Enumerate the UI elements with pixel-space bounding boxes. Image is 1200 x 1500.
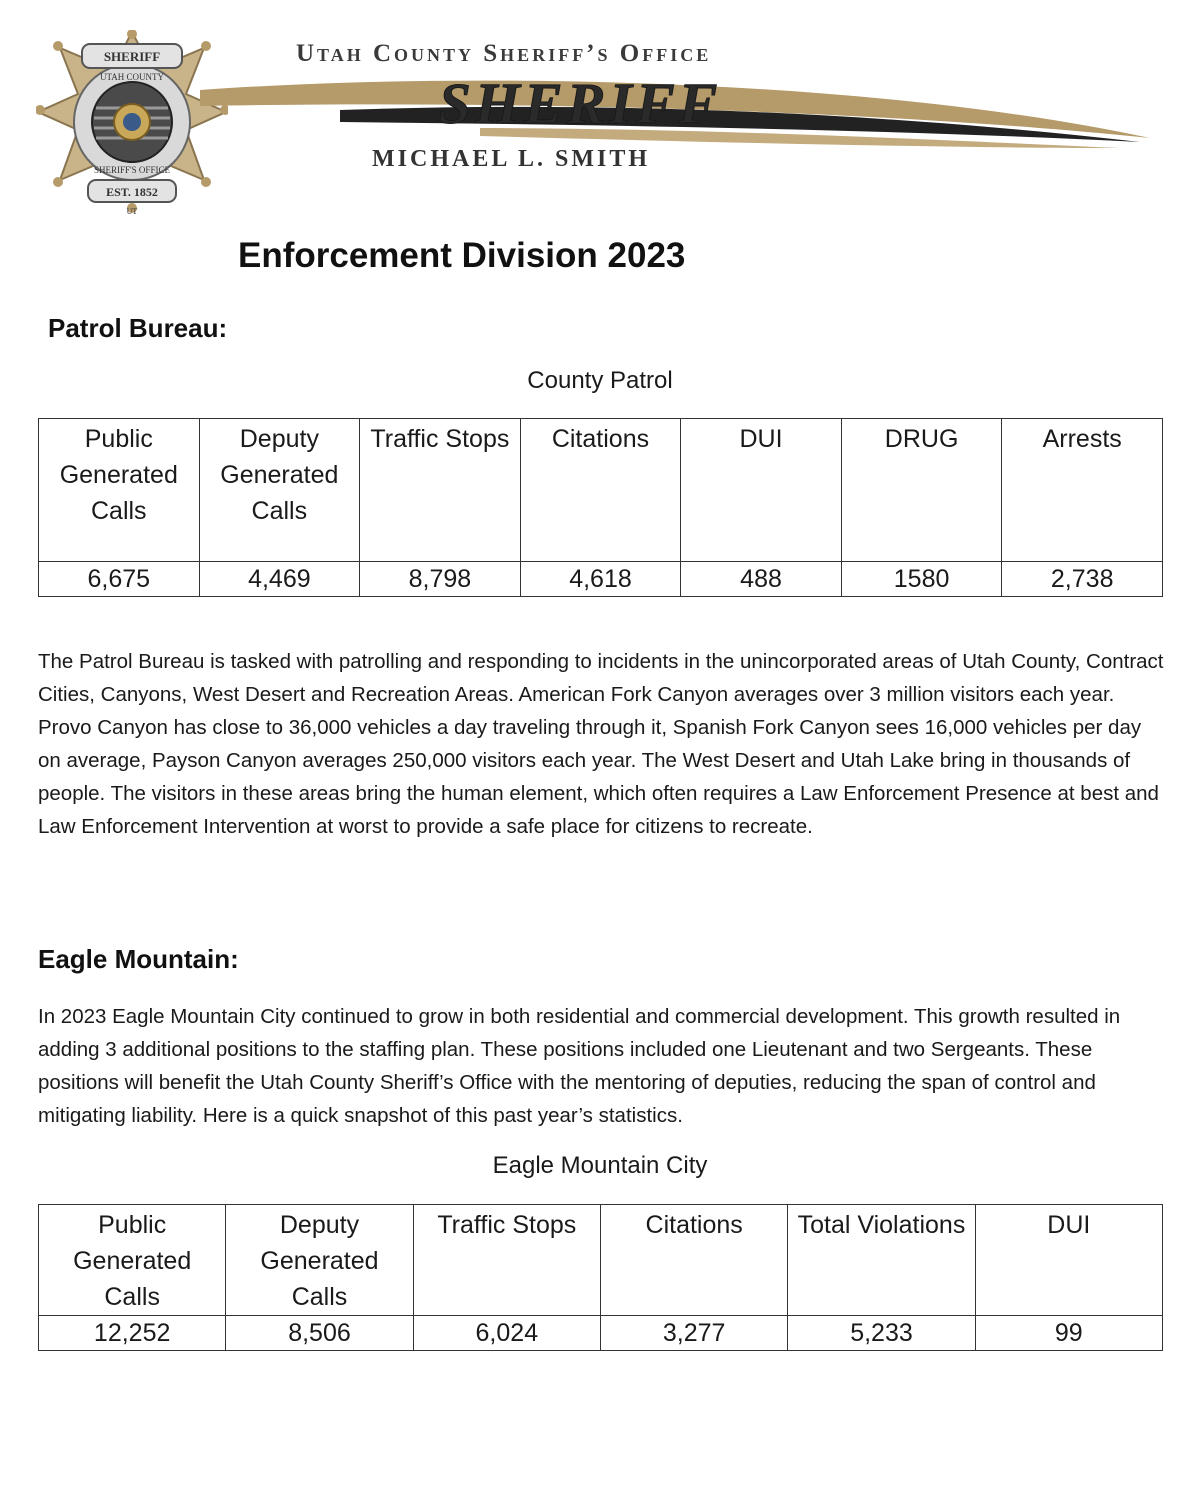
letterhead xyxy=(0,0,1200,220)
value-cell: 12,252 xyxy=(39,1316,226,1351)
header-cell: Citations xyxy=(520,419,681,562)
value-cell: 2,738 xyxy=(1002,562,1163,597)
header-cell: DRUG xyxy=(841,419,1002,562)
svg-text:SHERIFF: SHERIFF xyxy=(103,49,161,64)
value-cell: 6,024 xyxy=(413,1316,600,1351)
eagle-mountain-caption: Eagle Mountain City xyxy=(492,1152,708,1179)
svg-text:UT: UT xyxy=(126,207,138,216)
table-header-row xyxy=(39,1205,1163,1316)
table-row xyxy=(39,562,1163,597)
office-title: Utah County Sheriff’s Office xyxy=(296,40,712,67)
header-cell: Arrests xyxy=(1002,419,1163,562)
header-cell: Deputy Generated Calls xyxy=(226,1205,413,1316)
header-cell: Traffic Stops xyxy=(360,419,521,562)
header-cell: DUI xyxy=(681,419,842,562)
value-cell: 8,506 xyxy=(226,1316,413,1351)
header-cell: Citations xyxy=(600,1205,787,1316)
header-cell: Public Generated Calls xyxy=(39,419,200,562)
svg-text:EST. 1852: EST. 1852 xyxy=(106,185,158,199)
value-cell: 488 xyxy=(681,562,842,597)
page-title: Enforcement Division 2023 xyxy=(238,236,686,275)
value-cell: 1580 xyxy=(841,562,1002,597)
value-cell: 3,277 xyxy=(600,1316,787,1351)
county-patrol-caption: County Patrol xyxy=(527,367,673,394)
value-cell: 4,618 xyxy=(520,562,681,597)
sheriff-name: MICHAEL L. SMITH xyxy=(372,146,651,172)
svg-text:UTAH COUNTY: UTAH COUNTY xyxy=(99,72,165,82)
county-patrol-table xyxy=(38,418,1163,597)
header-cell: Traffic Stops xyxy=(413,1205,600,1316)
value-cell: 6,675 xyxy=(39,562,200,597)
eagle-mountain-heading: Eagle Mountain: xyxy=(38,944,239,974)
table-header-row xyxy=(39,419,1163,562)
value-cell: 5,233 xyxy=(788,1316,975,1351)
header-cell: Deputy Generated Calls xyxy=(199,419,360,562)
value-cell: 8,798 xyxy=(360,562,521,597)
eagle-mountain-paragraph: In 2023 Eagle Mountain City continued to grow in both residential and commercial development. This growth resulted in adding 3 additional positions to the staffing plan. These positions included one Lieutenant and two Sergeants. These positions will benefit the Utah County Sheriff’s Office with the mentoring of deputies, reducing the span of control and mitigating liability. Here is a quick snapshot of this past year’s statistics. xyxy=(38,1005,1121,1127)
header-cell: Total Violations xyxy=(788,1205,975,1316)
eagle-mountain-table xyxy=(38,1204,1163,1351)
value-cell: 4,469 xyxy=(199,562,360,597)
patrol-paragraph: The Patrol Bureau is tasked with patrolling and responding to incidents in the unincorporated areas of Utah County, Contract Cities, Canyons, West Desert and Recreation Areas. American Fork Canyon averages over 3 million visitors each year. Provo Canyon has close to 36,000 vehicles a day traveling through it, Spanish Fork Canyon sees 16,000 vehicles per day on average, Payson Canyon averages 250,000 visitors each year. The West Desert and Utah Lake bring in thousands of people. The visitors in these areas bring the human element, which often requires a Law Enforcement Presence at best and Law Enforcement Intervention at worst to provide a safe place for citizens to recreate. xyxy=(38,650,1164,838)
sheriff-wordmark: SHERIFF xyxy=(438,71,722,136)
patrol-heading: Patrol Bureau: xyxy=(48,313,228,343)
header-cell: Public Generated Calls xyxy=(39,1205,226,1316)
svg-text:SHERIFF'S OFFICE: SHERIFF'S OFFICE xyxy=(94,165,170,175)
value-cell: 99 xyxy=(975,1316,1162,1351)
header-cell: DUI xyxy=(975,1205,1162,1316)
table-row xyxy=(39,1316,1163,1351)
